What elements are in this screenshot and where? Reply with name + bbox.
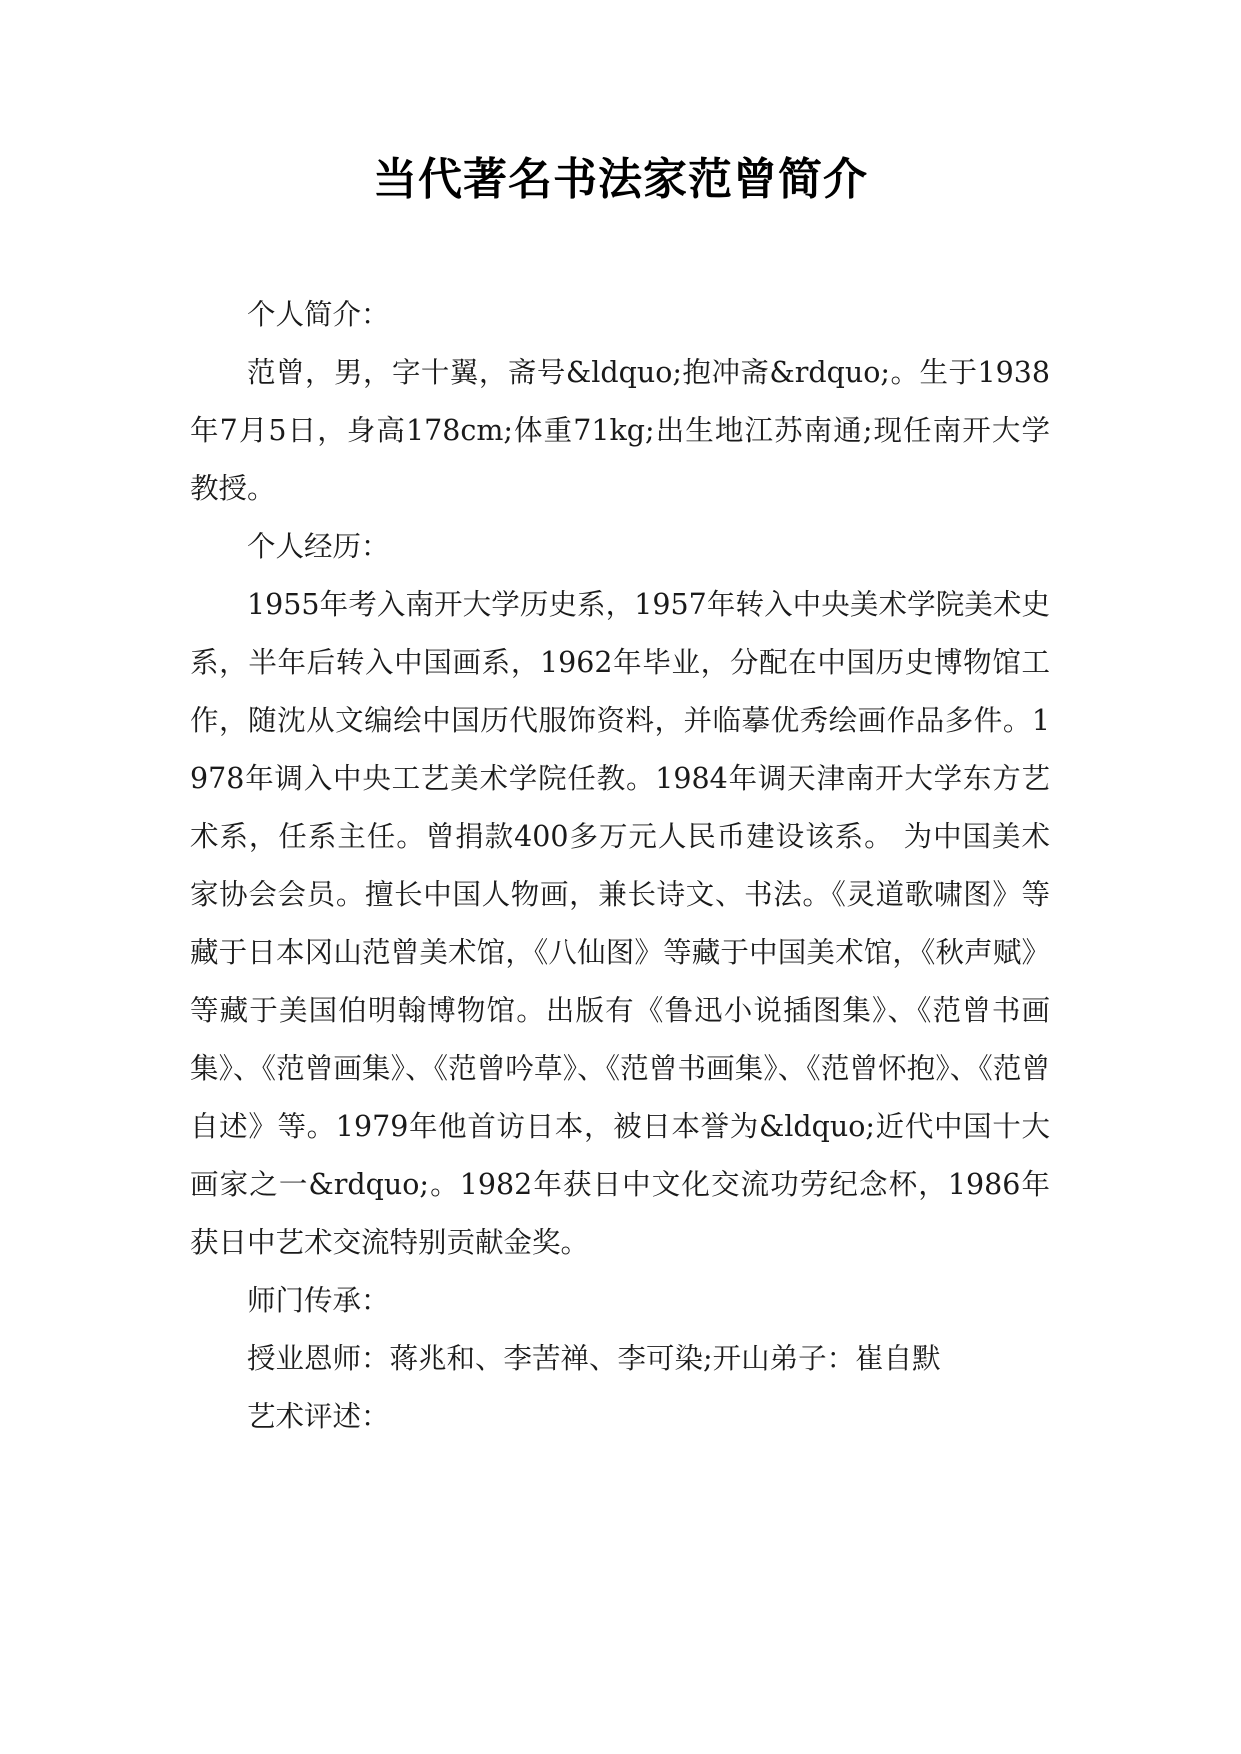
heading-personal-intro: 个人简介：	[247, 298, 390, 331]
heading-lineage: 师门传承：	[247, 1284, 390, 1317]
paragraph-lineage: 授业恩师：蒋兆和、李苦禅、李可染;开山弟子：崔自默	[247, 1342, 941, 1375]
heading-art-review: 艺术评述：	[247, 1400, 390, 1433]
heading-personal-experience: 个人经历：	[247, 530, 390, 563]
document-body	[190, 286, 1050, 1446]
paragraph-personal-experience: 1955年考入南开大学历史系，1957年转入中央美术学院美术史系，半年后转入中国画系，1962年毕业，分配在中国历史博物馆工作，随沈从文编绘中国历代服饰资料，并临摹优秀绘画作品多件。1978年调入中央工艺美术学院任教。1984年调天津南开大学东方艺术系，任系主任。曾捐款400多万元人民币建设该系。 为中国美术家协会会员。擅长中国人物画，兼长诗文、书法。《灵道歌啸图》等藏于日本冈山范曾美术馆，《八仙图》等藏于中国美术馆，《秋声赋》等藏于美国伯明翰博物馆。出版有《鲁迅小说插图集》、《范曾书画集》、《范曾画集》、《范曾吟草》、《范曾书画集》、《范曾怀抱》、《范曾自述》等。1979年他首访日本，被日本誉为&ldquo;近代中国十大画家之一&rdquo;。1982年获日中文化交流功劳纪念杯，1986年获日中艺术交流特别贡献金奖。	[190, 588, 1050, 1259]
document-title: 当代著名书法家范曾简介	[373, 154, 868, 205]
paragraph-personal-intro: 范曾，男，字十翼，斋号&ldquo;抱冲斋&rdquo;。生于1938年7月5日，身高178cm;体重71kg;出生地江苏南通;现任南开大学教授。	[190, 356, 1050, 505]
